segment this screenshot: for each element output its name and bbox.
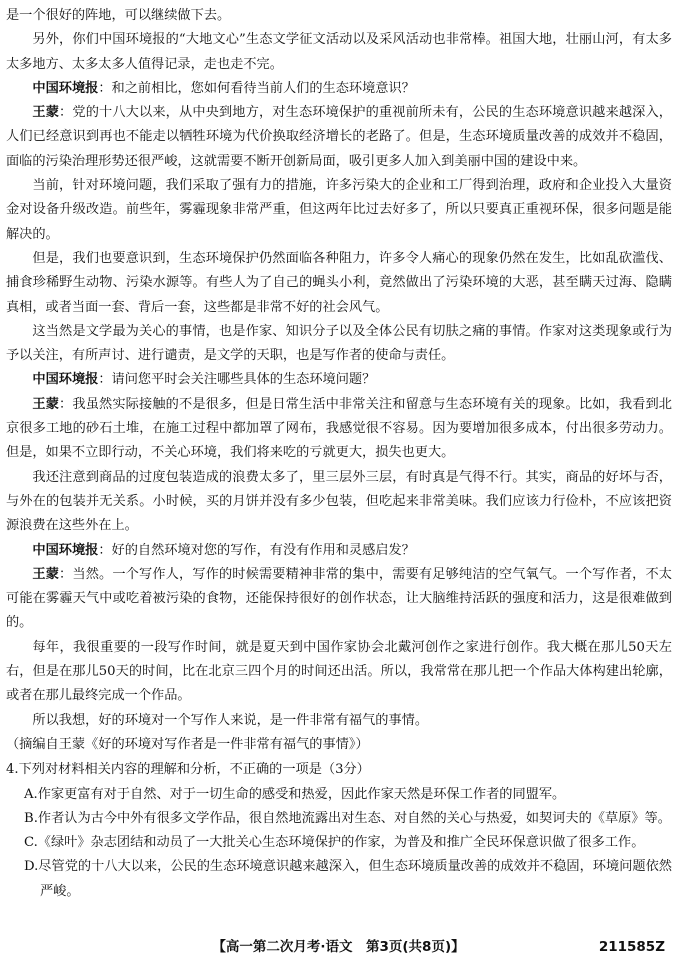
paragraph — [6, 4, 672, 28]
paragraph — [6, 466, 672, 539]
paragraph-text: 所以我想，好的环境对一个写作人来说，是一件非常有福气的事情。 — [32, 712, 429, 728]
option-c: C.《绿叶》杂志团结和动员了一大批关心生态环境保护的作家，为普及和推广全民环保意识做了很多工作。 — [24, 835, 645, 851]
paragraph-text: 当前，针对环境问题，我们采取了强有力的措施，许多污染大的企业和工厂得到治理，政府和企业投入大量资金对设备升级改造。前些年，雾霾现象非常严重，但这两年比过去好多了，所以只要真正重视环保，很多问题是能解决的。 — [6, 178, 672, 242]
paragraph-text: 但是，我们也要意识到，生态环境保护仍然面临各种阻力，许多令人痛心的现象仍然在发生，比如乱砍滥伐、捕食珍稀野生动物、污染水源等。有些人为了自己的蝇头小利，竟然做出了污染环境的大恶，甚至瞒天过海、隐瞒真相，或者当面一套、背后一套，这些都是非常不好的社会风气。 — [6, 250, 672, 315]
paragraph-text: ：和之前相比，您如何看待当前人们的生态环境意识？ — [98, 80, 415, 96]
paragraph-text: 我还注意到商品的过度包装造成的浪费太多了，里三层外三层，有时真是气得不行。其实，商品的好坏与否，与外在的包装并无关系。小时候，买的月饼并没有多少包装，但吃起来非常美味。我们应该力行俭朴，不应该把资源浪费在这些外在上。 — [6, 469, 672, 534]
speaker-label: 王蒙 — [32, 566, 60, 582]
paragraph-text: ：党的十八大以来，从中央到地方，对生态环境保护的重视前所未有，公民的生态环境意识越来越深入，人们已经意识到再也不能走以牺牲环境为代价换取经济增长的老路了。但是，生态环境质量改善的成效并不稳固，面临的污染治理形势还很严峻，这就需要不断开创新局面，吸引更多人加入到美丽中国的建设中来。 — [6, 105, 672, 169]
speaker-label: 王蒙 — [32, 396, 60, 412]
paragraph-text: 这当然是文学最为关心的事情，也是作家、知识分子以及全体公民有切肤之痛的事情。作家对这类现象或行为予以关注，有所声讨、进行谴责，是文学的天职，也是写作者的使命与责任。 — [6, 323, 672, 364]
footer-code: 211585Z — [598, 939, 665, 955]
speaker-label: 中国环境报 — [32, 372, 99, 388]
speaker-label: 中国环境报 — [32, 80, 99, 96]
paragraph — [6, 539, 672, 563]
paragraph — [6, 320, 672, 369]
paragraph — [6, 393, 672, 466]
paragraph — [6, 101, 672, 174]
article-source: （摘编自王蒙《好的环境对写作者是一件非常有福气的事情》） — [6, 736, 369, 752]
option-d: D.尽管党的十八大以来，公民的生态环境意识越来越深入，但生态环境质量改善的成效并不稳固，环境问题依然严峻。 — [24, 859, 672, 899]
paragraph-text: ：好的自然环境对您的写作，有没有作用和灵感启发？ — [98, 542, 415, 558]
paragraph-text: ：请问您平时会关注哪些具体的生态环境问题？ — [98, 372, 376, 388]
question-4 — [6, 758, 672, 904]
question-stem: 4.下列对材料相关内容的理解和分析，不正确的一项是（3分） — [6, 762, 370, 778]
paragraph — [6, 636, 672, 709]
speaker-label: 中国环境报 — [32, 542, 99, 558]
paragraph — [6, 368, 672, 392]
paragraph-text: 每年，我很重要的一段写作时间，就是夏天到中国作家协会北戴河创作之家进行创作。我大概在那儿50天左右，但是在那儿50天的时间，比在北京三四个月的时间还出活。所以，我常常在那儿把一个作品大体构建出轮廓，或者在那儿最终完成一个作品。 — [6, 639, 672, 704]
paragraph — [6, 563, 672, 636]
speaker-label: 王蒙 — [32, 105, 60, 121]
paragraph-text: ：我虽然实际接触的不是很多，但是日常生活中非常关注和留意与生态环境有关的现象。比如，我看到北京很多工地的砂石土堆，在施工过程中都加罩了网布，我感觉很不容易。因为要增加很多成本，付出很多劳动力。但是，如果不立即行动，不关心环境，我们将来吃的亏就更大，损失也更大。 — [6, 396, 672, 461]
paragraph-text: ：当然。一个写作人，写作的时候需要精神非常的集中，需要有足够纯洁的空气氧气。一个写作者，不太可能在雾霾天气中或吃着被污染的食物，还能保持很好的创作状态，让大脑维持活跃的强度和活力，这是很难做到的。 — [6, 566, 672, 631]
document-page — [6, 4, 672, 904]
paragraph — [6, 709, 672, 733]
option-b: B.作者认为古今中外有很多文学作品，很自然地流露出对生态、对自然的关心与热爱，如契诃夫的《草原》等。 — [24, 810, 671, 826]
paragraph-text: 是一个很好的阵地，可以继续做下去。 — [6, 8, 231, 23]
paragraph — [6, 28, 672, 77]
paragraph — [6, 174, 672, 247]
paragraph — [6, 77, 672, 101]
option-a: A.作家更富有对于自然、对于一切生命的感受和热爱，因此作家天然是环保工作者的同盟军。 — [24, 786, 566, 802]
article-body — [6, 4, 672, 733]
page-footer — [0, 936, 677, 958]
paragraph-text: 另外，你们中国环境报的“大地文心”生态文学征文活动以及采风活动也非常棒。祖国大地，壮丽山河，有太多太多地方、太多太多人值得记录，走也走不完。 — [6, 32, 672, 72]
paragraph — [6, 247, 672, 320]
footer-page-info: 【高一第二次月考·语文 第3页(共8页)】 — [212, 939, 465, 955]
